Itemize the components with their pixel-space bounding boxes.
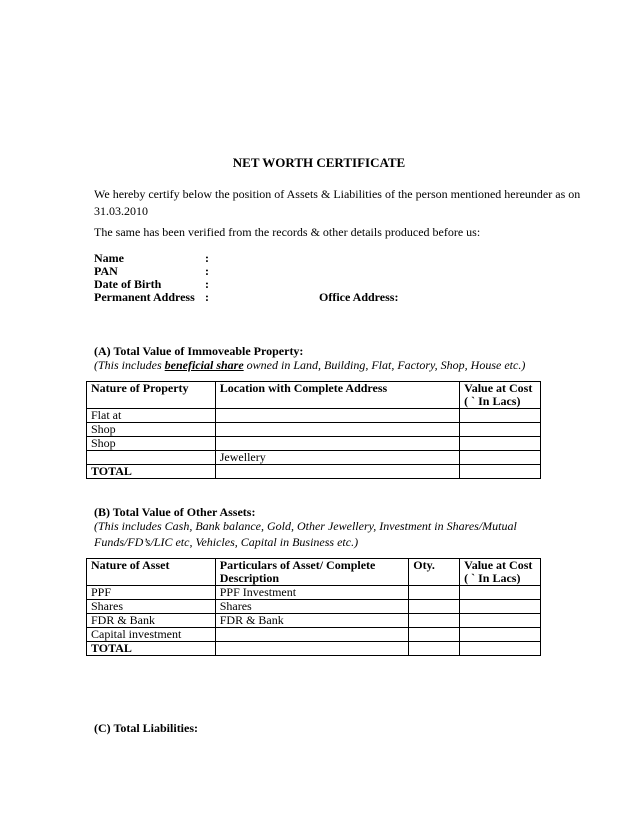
dob-colon: : bbox=[205, 277, 209, 291]
cell: FDR & Bank bbox=[87, 614, 216, 628]
cell bbox=[215, 409, 459, 423]
other-assets-table bbox=[86, 558, 541, 656]
cell: Shop bbox=[87, 437, 216, 451]
cell bbox=[409, 628, 460, 642]
header-nature-of-asset: Nature of Asset bbox=[87, 559, 216, 586]
cell bbox=[409, 586, 460, 600]
cell bbox=[215, 465, 459, 479]
cell bbox=[460, 465, 541, 479]
total-row bbox=[87, 642, 541, 656]
table-row bbox=[87, 600, 541, 614]
total-row bbox=[87, 465, 541, 479]
section-a-note-suffix: owned in Land, Building, Flat, Factory, Shop, House etc.) bbox=[243, 358, 526, 372]
cell: FDR & Bank bbox=[215, 614, 409, 628]
cell: Shares bbox=[215, 600, 409, 614]
cell bbox=[460, 409, 541, 423]
immoveable-property-table bbox=[86, 381, 541, 479]
total-label: TOTAL bbox=[87, 465, 216, 479]
header-particulars-line2: Description bbox=[219, 571, 280, 585]
section-b-note: (This includes Cash, Bank balance, Gold, Other Jewellery, Investment in Shares/Mutual Funds/FD’s/LIC etc, Vehicles, Capital in Business etc.) bbox=[94, 519, 517, 549]
table-row bbox=[87, 409, 541, 423]
pan-label: PAN bbox=[94, 264, 118, 278]
section-b-heading: (B) Total Value of Other Assets: bbox=[94, 505, 256, 519]
verification-statement: The same has been verified from the records & other details produced before us: bbox=[94, 225, 481, 239]
cell: Capital investment bbox=[87, 628, 216, 642]
header-value-line2: ( ` In Lacs) bbox=[464, 394, 521, 408]
permanent-address-label: Permanent Address bbox=[94, 290, 195, 304]
table-row bbox=[87, 451, 541, 465]
pan-colon: : bbox=[205, 264, 209, 278]
cell bbox=[460, 437, 541, 451]
name-label: Name bbox=[94, 251, 124, 265]
cell bbox=[409, 614, 460, 628]
cell bbox=[215, 628, 409, 642]
header-value-at-cost bbox=[460, 559, 541, 586]
cell bbox=[409, 642, 460, 656]
header-particulars-line1: Particulars of Asset/ Complete bbox=[219, 558, 376, 572]
cell: Flat at bbox=[87, 409, 216, 423]
table-header-row bbox=[87, 382, 541, 409]
cell bbox=[409, 600, 460, 614]
section-c-heading: (C) Total Liabilities: bbox=[94, 721, 199, 735]
table-row bbox=[87, 437, 541, 451]
header-qty: Oty. bbox=[409, 559, 460, 586]
office-address-label: Office Address: bbox=[319, 290, 399, 304]
header-value-line2: ( ` In Lacs) bbox=[464, 571, 521, 585]
cell bbox=[215, 642, 409, 656]
cell bbox=[460, 586, 541, 600]
section-a-note-emphasis: beneficial share bbox=[164, 358, 244, 372]
cell: Shop bbox=[87, 423, 216, 437]
cell bbox=[87, 451, 216, 465]
permanent-address-colon: : bbox=[205, 290, 209, 304]
table-row bbox=[87, 614, 541, 628]
cell bbox=[215, 437, 459, 451]
cell bbox=[460, 423, 541, 437]
cell bbox=[460, 628, 541, 642]
header-value-at-cost bbox=[460, 382, 541, 409]
cell: PPF bbox=[87, 586, 216, 600]
cell bbox=[460, 600, 541, 614]
section-a-note-prefix: (This includes bbox=[94, 358, 165, 372]
cell bbox=[215, 423, 459, 437]
header-location: Location with Complete Address bbox=[215, 382, 459, 409]
cell bbox=[460, 614, 541, 628]
header-value-line1: Value at Cost bbox=[464, 381, 533, 395]
document-title: NET WORTH CERTIFICATE bbox=[232, 155, 406, 170]
table-row bbox=[87, 586, 541, 600]
table-row bbox=[87, 423, 541, 437]
table-header-row bbox=[87, 559, 541, 586]
table-row bbox=[87, 628, 541, 642]
section-a-heading: (A) Total Value of Immoveable Property: bbox=[94, 344, 304, 358]
cell bbox=[460, 451, 541, 465]
section-a-note bbox=[94, 357, 564, 373]
header-value-line1: Value at Cost bbox=[464, 558, 533, 572]
header-particulars bbox=[215, 559, 409, 586]
header-nature-of-property: Nature of Property bbox=[87, 382, 216, 409]
cell: Shares bbox=[87, 600, 216, 614]
dob-label: Date of Birth bbox=[94, 277, 162, 291]
certification-statement: We hereby certify below the position of Assets & Liabilities of the person mentioned hereunder as on 31.03.2010 bbox=[94, 187, 581, 218]
name-colon: : bbox=[205, 251, 209, 265]
cell: Jewellery bbox=[215, 451, 459, 465]
cell bbox=[460, 642, 541, 656]
cell: PPF Investment bbox=[215, 586, 409, 600]
total-label: TOTAL bbox=[87, 642, 216, 656]
